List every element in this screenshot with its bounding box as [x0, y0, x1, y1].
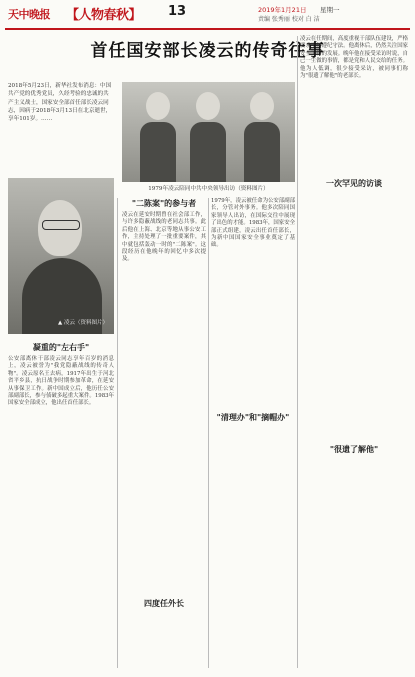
- body-column-2: 凌云在延安时期曾在社会部工作，与许多隐蔽战线的老同志共事。此后他在上海、北京等地从事公安工作，主持处理了一批重要案件，其中就包括轰动一时的"二陈案"。这段经历在他晚年的回忆中多次提及。: [122, 212, 206, 263]
- issue-date: 2019年1月21日: [258, 6, 307, 14]
- body-column-1: 公安部离休干部凌云同志享年百岁的消息上，凌云被誉为"我党隐蔽战线的传奇人物"。凌云原名王去病，1917年出生于河北省平乡县，抗日战争时期参加革命，在延安从事保卫工作。新中国成立后，他历任公安部副部长，参与侦破多起重大案件。1983年国家安全部成立，他出任首任部长。: [8, 356, 114, 407]
- column-divider: [117, 198, 118, 668]
- group-photo: [122, 82, 295, 182]
- body-column-3: 1979年，凌云被任命为公安部副部长，分管对外事务。他多次陪同国家领导人出访，在国际交往中展现了出色的才能。1983年，国家安全部正式组建，凌云出任首任部长，为新中国国家安全事业奠定了基础。: [211, 198, 295, 249]
- subhead-left: 凝重的"左右手": [32, 343, 90, 352]
- subhead-right-top: 一次罕见的访谈: [326, 179, 382, 188]
- masthead-rule: [5, 28, 410, 30]
- subhead-middle-bottom: 四度任外长: [144, 599, 184, 608]
- section-title: 【人物春秋】: [66, 8, 142, 23]
- page-headline: 首任国安部长凌云的传奇往事: [90, 41, 325, 61]
- portrait-glasses: [42, 220, 80, 230]
- portrait-photo: [8, 178, 114, 334]
- portrait-caption: ▲ 凌云（资料图片）: [58, 320, 108, 326]
- subhead-middle: "二陈案"的参与者: [131, 199, 197, 208]
- masthead: [0, 0, 415, 28]
- column-divider: [208, 198, 209, 668]
- editors-line: 责编 张秀丽 校对 白 洁: [258, 16, 320, 23]
- photo-figure-1: [140, 92, 176, 182]
- photo-figure-2: [190, 92, 226, 182]
- subhead-center: "清理办"和"摘帽办": [216, 413, 290, 422]
- column-divider: [297, 36, 298, 668]
- subhead-right-bottom: "很遗了解他": [329, 445, 379, 454]
- lead-quote: 2018年5月23日，新华社发布消息：中国共产党的优秀党员，久经考验的忠诚的共产主义战士，国家安全部首任部长凌云同志，因病于2018年3月13日在北京逝世，享年101岁。……: [8, 83, 112, 123]
- newspaper-logo: 天中晚报: [8, 8, 50, 21]
- photo-figure-3: [244, 92, 280, 182]
- issue-weekday: 星期一: [320, 6, 340, 14]
- page-number: 13: [168, 4, 187, 19]
- group-photo-caption: 1979年凌云陪同中共中央领导出访（资料图片）: [148, 186, 269, 192]
- body-column-4: 凌云在任期间，高度重视干部队伍建设，严格要求下属遵纪守法。他离休后，仍然关注国家安全工作的发展。晚年他在接受采访时说，自己一生做的事情，都是党和人民交给的任务。他为人低调，很少接受采访，被同事们称为"很遗了解他"的老部长。: [300, 36, 408, 80]
